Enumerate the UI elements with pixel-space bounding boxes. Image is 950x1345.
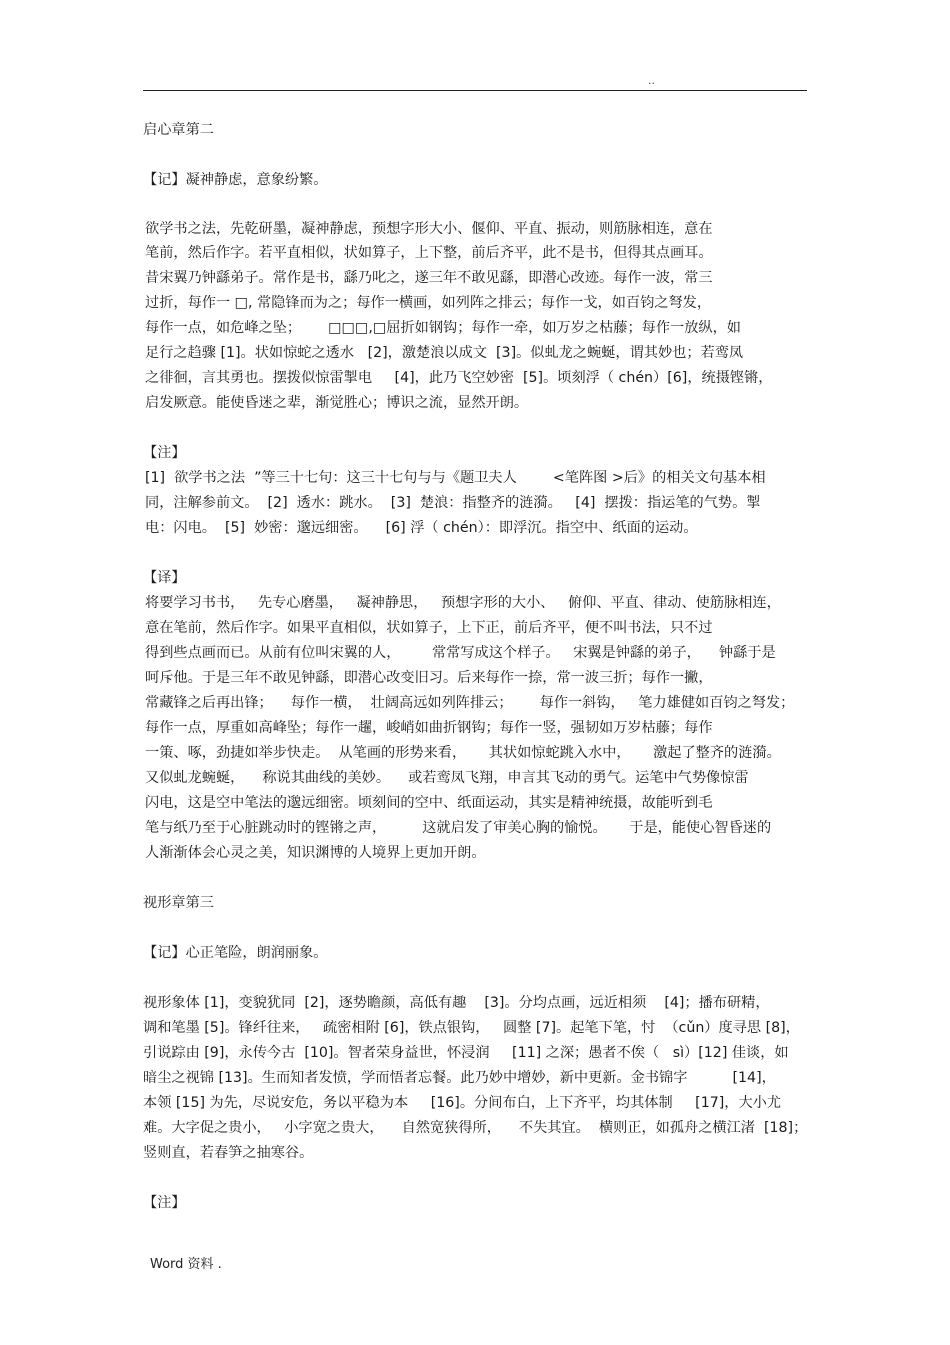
text-line: 【记】心正笔险，朗润丽象。 <box>143 945 328 961</box>
text-line: [1] 欲学书之法 ”等三十七句：这三十七句与与《题卫夫人 <笔阵图 >后》的相关文句基本相 <box>145 470 766 486</box>
text-line: 将要学习书书， 先专心磨墨， 凝神静思， 预想字形的大小、 俯仰、平直、律动、使筋脉相连， <box>145 595 781 611</box>
text-line: 足行之趋骤 [1]。状如惊蛇之透水 [2]，激楚浪以成文 [3]。似虬龙之蜿蜒，谓其妙也；若鸾凤 <box>145 345 744 361</box>
text-line: 得到些点画而已。从前有位叫宋翼的人， 常常写成这个样子。 宋翼是钟繇的弟子， 钟繇于是 <box>145 645 776 661</box>
text-line: 视形章第三 <box>143 895 214 911</box>
text-line: 笔前，然后作字。若平直相似，状如算子，上下整，前后齐平，此不是书，但得其点画耳。 <box>145 245 713 261</box>
text-line: 视形象体 [1]，变貌犹同 [2]，逐势瞻颜，高低有趣 [3]。分均点画，远近相须 [4]；播布研精， <box>143 995 770 1011</box>
text-line: 启心章第二 <box>143 122 214 138</box>
text-line: 又似虬龙蜿蜒， 称说其曲线的美妙。 或若鸾凤飞翔，申言其飞动的勇气。运笔中气势像惊雷 <box>145 770 749 786</box>
text-line: 闪电，这是空中笔法的邈远细密。顷刻间的空中、纸面运动，其实是精神统摄，故能听到毛 <box>145 795 713 811</box>
page-footer: Word 资料 . <box>150 1257 222 1272</box>
text-line: 一策、啄，劲捷如举步快走。 从笔画的形势来看， 其状如惊蛇跳入水中， 激起了整齐的涟漪。 <box>145 745 781 761</box>
text-line: 暗尘之视锦 [13]。生而知者发愤，学而悟者忘餐。此乃妙中增妙，新中更新。金书锦字 [14]， <box>143 1070 776 1086</box>
text-line: 笔与纸乃至于心脏跳动时的铿锵之声， 这就启发了审美心胸的愉悦。 于是，能使心智昏迷的 <box>145 820 772 836</box>
header-mark: .. <box>648 74 655 87</box>
text-line: 【记】凝神静虑，意象纷繁。 <box>143 172 328 188</box>
text-line: 过折，每作一 □, 常隐锋而为之；每作一横画，如列阵之排云；每作一戈，如百钧之弩发， <box>145 295 712 311</box>
text-line: 每作一点，如危峰之坠； □□□,□屈折如钢钩；每作一牵，如万岁之枯藤；每作一放纵，如 <box>145 320 741 336</box>
text-line: 【注】 <box>143 1195 186 1211</box>
text-line: 本领 [15] 为先，尽说安危，务以平稳为本 [16]。分间布白，上下齐平，均其体制 [17]，大小尤 <box>143 1095 782 1111</box>
text-line: 呵斥他。于是三年不敢见钟繇，即潜心改变旧习。后来每作一捺，常一波三折；每作一撇， <box>145 670 713 686</box>
text-line: 【注】 <box>143 445 186 461</box>
text-line: 昔宋翼乃钟繇弟子。常作是书，繇乃叱之，遂三年不敢见繇，即潜心改迹。每作一波，常三 <box>145 270 713 286</box>
text-line: 引说踪由 [9]，永传今古 [10]。智者荣身益世，怀浸润 [11] 之深；愚者不俟（ sì）[12] 佳谈，如 <box>143 1045 789 1061</box>
text-line: 竖则直，若春笋之抽寒谷。 <box>143 1145 314 1161</box>
text-line: 欲学书之法，先乾研墨，凝神静虑，预想字形大小、偃仰、平直、振动，则筋脉相连，意在 <box>145 221 713 237</box>
header-rule <box>143 90 807 91</box>
text-line: 电：闪电。 [5] 妙密：邈远细密。 [6] 浮（ chén）：即浮沉。指空中、纸面的运动。 <box>145 520 698 536</box>
text-line: 之徘徊，言其勇也。摆拨似惊雷掣电 [4]，此乃飞空妙密 [5]。顷刻浮（ chén）[6]，统摄铿锵， <box>145 370 773 386</box>
text-line: 调和笔墨 [5]。锋纤往来， 疏密相附 [6]，铁点银钩， 圆整 [7]。起笔下笔，忖 （cǔn）度寻思 [8]， <box>143 1020 800 1036</box>
text-line: 【译】 <box>143 570 186 586</box>
text-line: 每作一点，厚重如高峰坠；每作一趯，峻峭如曲折钢钩；每作一竖，强韧如万岁枯藤；每作 <box>145 720 713 736</box>
text-line: 启发厥意。能使昏迷之辈，渐觉胜心；博识之流，显然开朗。 <box>145 395 529 411</box>
text-line: 难。大字促之贵小， 小字宽之贵大， 自然宽狭得所， 不失其宜。 横则正，如孤舟之横江渚 [18]； <box>143 1120 808 1136</box>
text-line: 同，注解参前文。 [2] 透水：跳水。 [3] 楚浪：指整齐的涟漪。 [4] 摆拨：指运笔的气势。掣 <box>145 495 761 511</box>
text-line: 常藏锋之后再出锋； 每作一横， 壮阔高远如列阵排云； 每作一斜钩， 笔力雄健如百钧之弩发； <box>145 695 795 711</box>
text-line: 意在笔前，然后作字。如果平直相似，状如算子，上下正，前后齐平，便不叫书法，只不过 <box>145 620 713 636</box>
text-line: 人渐渐体会心灵之美，知识渊博的人境界上更加开朗。 <box>145 845 486 861</box>
